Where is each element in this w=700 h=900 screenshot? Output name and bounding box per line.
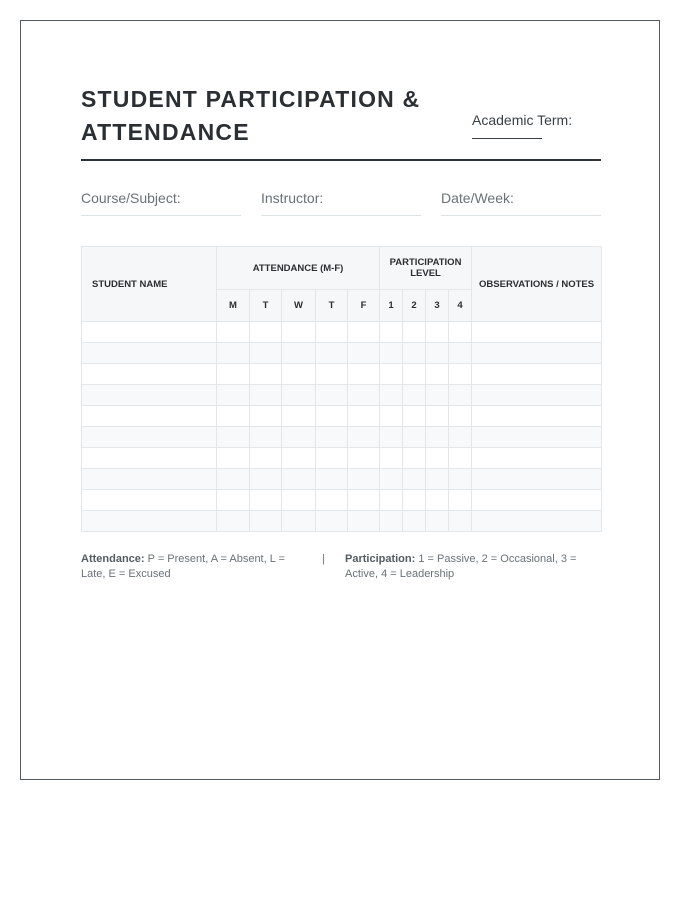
table-cell[interactable]	[217, 469, 250, 490]
table-cell[interactable]	[217, 364, 250, 385]
table-cell[interactable]	[217, 343, 250, 364]
table-cell[interactable]	[250, 364, 282, 385]
table-cell[interactable]	[472, 490, 602, 511]
table-cell[interactable]	[449, 490, 472, 511]
day-header: F	[348, 290, 380, 322]
table-row	[82, 469, 602, 490]
table-cell[interactable]	[282, 364, 316, 385]
table-cell[interactable]	[348, 511, 380, 532]
table-cell[interactable]	[82, 511, 217, 532]
table-cell[interactable]	[426, 406, 449, 427]
attendance-table	[81, 246, 602, 532]
table-cell[interactable]	[449, 385, 472, 406]
table-cell[interactable]	[316, 469, 348, 490]
academic-term-input-line[interactable]	[472, 138, 542, 139]
participation-legend	[345, 552, 601, 582]
academic-term-label: Academic Term:	[472, 112, 573, 128]
table-cell[interactable]	[472, 385, 602, 406]
attendance-legend-text: P = Present, A = Absent, L = Late, E = Excused	[81, 553, 285, 580]
table-cell[interactable]	[282, 427, 316, 448]
table-cell[interactable]	[250, 385, 282, 406]
table-cell[interactable]	[250, 490, 282, 511]
table-cell[interactable]	[282, 448, 316, 469]
table-cell[interactable]	[380, 385, 403, 406]
attendance-table-body	[82, 322, 602, 532]
table-row	[82, 511, 602, 532]
table-cell[interactable]	[380, 511, 403, 532]
table-cell[interactable]	[282, 490, 316, 511]
table-cell[interactable]	[449, 322, 472, 343]
table-cell[interactable]	[217, 511, 250, 532]
table-cell[interactable]	[403, 322, 426, 343]
table-cell[interactable]	[282, 343, 316, 364]
table-cell[interactable]	[348, 490, 380, 511]
table-cell[interactable]	[250, 322, 282, 343]
table-row	[82, 322, 602, 343]
table-cell[interactable]	[426, 427, 449, 448]
table-cell[interactable]	[380, 343, 403, 364]
table-cell[interactable]	[426, 364, 449, 385]
table-row	[82, 406, 602, 427]
table-cell[interactable]	[403, 364, 426, 385]
instructor-label: Instructor:	[261, 190, 324, 206]
level-header: 4	[449, 290, 472, 322]
table-cell[interactable]	[403, 490, 426, 511]
table-cell[interactable]	[82, 490, 217, 511]
table-cell[interactable]	[217, 322, 250, 343]
observations-notes-header: OBSERVATIONS / NOTES	[472, 247, 602, 322]
day-header: M	[217, 290, 250, 322]
table-cell[interactable]	[348, 448, 380, 469]
table-cell[interactable]	[82, 322, 217, 343]
table-cell[interactable]	[403, 343, 426, 364]
student-name-header: STUDENT NAME	[82, 247, 217, 322]
table-cell[interactable]	[348, 343, 380, 364]
date-week-field[interactable]	[441, 189, 601, 216]
day-header: T	[316, 290, 348, 322]
table-cell[interactable]	[217, 406, 250, 427]
participation-level-header: PARTICIPATION LEVEL	[380, 247, 472, 290]
form-page	[20, 20, 660, 780]
level-header: 3	[426, 290, 449, 322]
table-cell[interactable]	[380, 406, 403, 427]
table-cell[interactable]	[449, 364, 472, 385]
table-cell[interactable]	[316, 448, 348, 469]
table-cell[interactable]	[250, 469, 282, 490]
table-cell[interactable]	[316, 343, 348, 364]
table-cell[interactable]	[348, 385, 380, 406]
level-header: 2	[403, 290, 426, 322]
table-cell[interactable]	[472, 322, 602, 343]
attendance-legend-label: Attendance:	[81, 553, 145, 565]
table-cell[interactable]	[316, 511, 348, 532]
date-week-label: Date/Week:	[441, 190, 514, 206]
form-header	[81, 83, 601, 161]
attendance-table-wrap	[81, 246, 602, 532]
table-cell[interactable]	[250, 406, 282, 427]
table-cell[interactable]	[380, 448, 403, 469]
table-cell[interactable]	[426, 469, 449, 490]
table-cell[interactable]	[316, 322, 348, 343]
table-cell[interactable]	[348, 427, 380, 448]
table-cell[interactable]	[380, 322, 403, 343]
page-title: STUDENT PARTICIPATION & ATTENDANCE	[81, 86, 421, 145]
table-cell[interactable]	[426, 511, 449, 532]
participation-legend-label: Participation:	[345, 553, 416, 565]
table-row	[82, 490, 602, 511]
table-cell[interactable]	[403, 469, 426, 490]
table-cell[interactable]	[250, 511, 282, 532]
table-cell[interactable]	[472, 511, 602, 532]
table-cell[interactable]	[348, 469, 380, 490]
table-cell[interactable]	[217, 448, 250, 469]
table-cell[interactable]	[403, 448, 426, 469]
table-cell[interactable]	[282, 322, 316, 343]
table-cell[interactable]	[472, 448, 602, 469]
table-cell[interactable]	[348, 406, 380, 427]
table-cell[interactable]	[472, 364, 602, 385]
table-cell[interactable]	[449, 448, 472, 469]
table-row	[82, 385, 602, 406]
table-cell[interactable]	[250, 427, 282, 448]
table-cell[interactable]	[82, 385, 217, 406]
table-cell[interactable]	[250, 448, 282, 469]
table-cell[interactable]	[380, 469, 403, 490]
table-cell[interactable]	[380, 490, 403, 511]
table-cell[interactable]	[472, 427, 602, 448]
table-cell[interactable]	[380, 427, 403, 448]
course-subject-field[interactable]	[81, 189, 241, 216]
table-cell[interactable]	[472, 469, 602, 490]
table-cell[interactable]	[82, 343, 217, 364]
table-row	[82, 343, 602, 364]
table-cell[interactable]	[403, 511, 426, 532]
day-header: W	[282, 290, 316, 322]
table-cell[interactable]	[282, 385, 316, 406]
table-row	[82, 448, 602, 469]
table-cell[interactable]	[403, 385, 426, 406]
academic-term	[472, 111, 602, 139]
table-row	[82, 364, 602, 385]
participation-legend-text: 1 = Passive, 2 = Occasional, 3 = Active, 4 = Leadership	[345, 553, 577, 580]
day-header: T	[250, 290, 282, 322]
level-header: 1	[380, 290, 403, 322]
table-cell[interactable]	[82, 364, 217, 385]
table-cell[interactable]	[250, 343, 282, 364]
table-cell[interactable]	[426, 343, 449, 364]
table-cell[interactable]	[348, 322, 380, 343]
table-cell[interactable]	[217, 385, 250, 406]
table-cell[interactable]	[426, 322, 449, 343]
table-cell[interactable]	[426, 385, 449, 406]
table-cell[interactable]	[449, 406, 472, 427]
table-cell[interactable]	[449, 511, 472, 532]
table-cell[interactable]	[82, 469, 217, 490]
table-cell[interactable]	[426, 490, 449, 511]
table-cell[interactable]	[472, 343, 602, 364]
table-cell[interactable]	[282, 406, 316, 427]
table-cell[interactable]	[348, 364, 380, 385]
table-cell[interactable]	[217, 427, 250, 448]
table-cell[interactable]	[316, 490, 348, 511]
table-cell[interactable]	[380, 364, 403, 385]
table-cell[interactable]	[426, 448, 449, 469]
table-cell[interactable]	[472, 406, 602, 427]
table-cell[interactable]	[316, 385, 348, 406]
course-subject-label: Course/Subject:	[81, 190, 181, 206]
table-cell[interactable]	[403, 427, 426, 448]
table-cell[interactable]	[82, 448, 217, 469]
table-cell[interactable]	[449, 343, 472, 364]
table-cell[interactable]	[217, 490, 250, 511]
attendance-legend	[81, 552, 297, 582]
table-cell[interactable]	[282, 469, 316, 490]
table-cell[interactable]	[449, 469, 472, 490]
attendance-header: ATTENDANCE (M-F)	[217, 247, 380, 290]
table-cell[interactable]	[403, 406, 426, 427]
table-cell[interactable]	[82, 427, 217, 448]
instructor-field[interactable]	[261, 189, 421, 216]
table-cell[interactable]	[282, 511, 316, 532]
table-cell[interactable]	[449, 427, 472, 448]
table-row	[82, 427, 602, 448]
info-fields	[81, 189, 601, 215]
table-cell[interactable]	[316, 427, 348, 448]
table-cell[interactable]	[316, 364, 348, 385]
legend-separator: |	[322, 553, 325, 565]
table-cell[interactable]	[316, 406, 348, 427]
table-cell[interactable]	[82, 406, 217, 427]
